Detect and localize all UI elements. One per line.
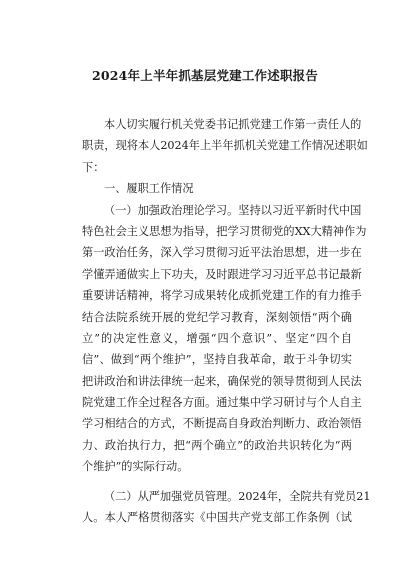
paragraph-line: 人。本人严格贯彻落实《中国共产党支部工作条例（试 [82, 511, 352, 525]
intro-line: 本人切实履行机关党委书记抓党建工作第一责任人的 [104, 118, 362, 131]
paragraph-line: 学懂弄通做实上下功夫，及时跟进学习习近平总书记最新 [82, 267, 362, 281]
paragraph-line: 立”的决定性意义，增强“四个意识”、坚定“四个自 [82, 331, 352, 345]
paragraph-line: 重要讲话精神，将学习成果转化成抓党建工作的有力推手 [82, 289, 362, 303]
paragraph-line: 院党建工作全过程各方面。通过集中学习研讨与个人自主 [82, 396, 362, 410]
paragraph-line: （二）从严加强党员管理。2024年，全院共有党员21 [104, 489, 371, 503]
paragraph-gap [82, 478, 352, 486]
document-body [82, 114, 371, 528]
paragraph-line: （一）加强政治理论学习。坚持以习近平新时代中国 [104, 203, 362, 217]
intro-line: 下： [82, 160, 105, 174]
document-title: 2024年上半年抓基层党建工作述职报告 [91, 68, 319, 83]
paragraph-line: 特色社会主义思想为指导，把学习贯彻党的XX大精神作为 [82, 224, 367, 238]
paragraph-line: 信”、做到“两个维护”，坚持自我革命，敢于斗争切实 [82, 353, 352, 367]
paragraph-line: 力、政治执行力，把“两个确立”的政治共识转化为“两 [82, 438, 352, 452]
paragraph-line: 结合法院系统开展的党纪学习教育，深刻领悟“两个确 [82, 310, 352, 324]
paragraph-line: 学习相结合的方式，不断提高自身政治判断力、政治领悟 [82, 417, 362, 431]
paragraph-line: 第一政治任务，深入学习贯彻习近平法治思想，进一步在 [82, 246, 362, 260]
section-heading: 一、履职工作情况 [104, 182, 194, 196]
paragraph-line: 把讲政治和讲法律统一起来，确保党的领导贯彻到人民法 [82, 374, 362, 388]
paragraph-line: 个维护”的实际行动。 [82, 460, 189, 474]
intro-line: 职责，现将本人2024年上半年抓机关党建工作情况述职如 [82, 139, 368, 153]
